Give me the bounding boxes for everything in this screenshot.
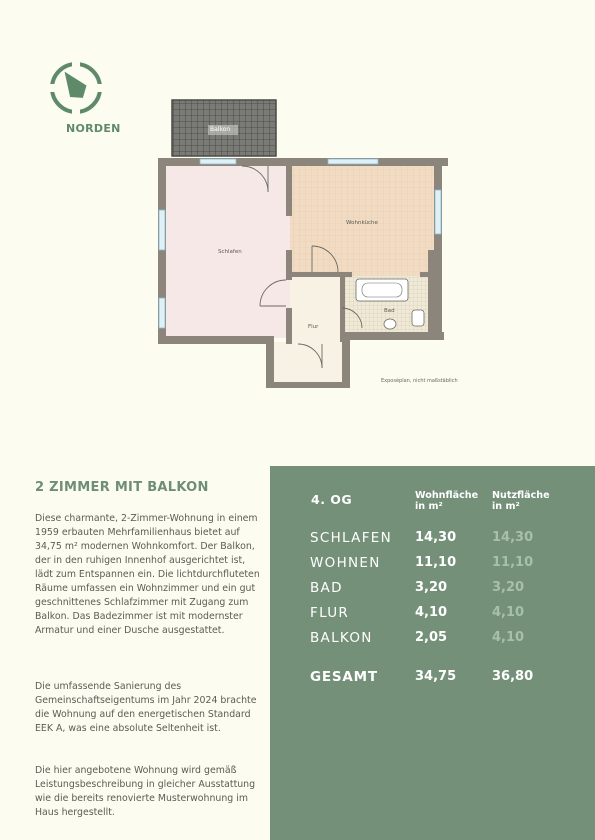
nutzflaeche-value: 3,20 — [492, 580, 525, 595]
room-name: FLUR — [310, 605, 350, 621]
wohnflaeche-value: 2,05 — [415, 630, 448, 645]
table-row — [270, 530, 595, 550]
column-header-nutzflaeche-line2: in m² — [492, 501, 520, 512]
room-label-schlafen: Schlafen — [218, 249, 242, 255]
column-header-nutzflaeche — [492, 490, 550, 512]
column-header-nutzflaeche-line1: Nutzfläche — [492, 490, 550, 501]
nutzflaeche-value: 4,10 — [492, 605, 525, 620]
room-name: BALKON — [310, 630, 373, 646]
plan-note: Exposéplan, nicht maßstäblich — [381, 378, 458, 384]
room-name: WOHNEN — [310, 555, 381, 571]
wohnflaeche-value: 4,10 — [415, 605, 448, 620]
nutzflaeche-value: 11,10 — [492, 555, 534, 570]
table-row — [270, 555, 595, 575]
room-label-bad: Bad — [384, 308, 395, 314]
wohnflaeche-value: 11,10 — [415, 555, 457, 570]
column-header-wohnflaeche — [415, 490, 478, 512]
floor-plan — [150, 98, 450, 390]
wohnflaeche-value: 14,30 — [415, 530, 457, 545]
page-title: 2 ZIMMER MIT BALKON — [35, 480, 209, 495]
total-row — [270, 669, 595, 689]
total-label: GESAMT — [310, 669, 378, 685]
room-name: BAD — [310, 580, 343, 596]
area-table-panel — [270, 466, 595, 840]
table-row — [270, 580, 595, 600]
total-nutzflaeche-value: 36,80 — [492, 669, 534, 684]
description-paragraph-2: Die umfassende Sanierung des Gemeinschaftseigentums im Jahr 2024 brachte die Wohnung auf den energetischen Standard EEK A, was eine absolute Seltenheit ist. — [35, 681, 257, 734]
room-name: SCHLAFEN — [310, 530, 393, 546]
compass-north-arrow-icon — [46, 58, 106, 118]
description-paragraph-3: Die hier angebotene Wohnung wird gemäß Leistungsbeschreibung in gleicher Ausstattung wie die bereits renovierte Musterwohnung im Haus hergestellt. — [35, 765, 256, 818]
description-paragraph-1: Diese charmante, 2-Zimmer-Wohnung in einem 1959 erbauten Mehrfamilienhaus bietet auf 34,75 m² modernen Wohnkomfort. Der Balkon, der in den ruhigen Innenhof ausgerichtet ist, lädt zum Entspannen ein. Die lichtdurchfluteten Räume umfassen ein Wohnzimmer und ein gut geschnittenes Schlafzimmer mit Zugang zum Balkon. Das Badezimmer ist mit modernster Armatur und einer Dusche ausgestattet. — [35, 513, 260, 636]
nutzflaeche-value: 14,30 — [492, 530, 534, 545]
column-header-wohnflaeche-line2: in m² — [415, 501, 443, 512]
floor-label: 4. OG — [311, 492, 353, 507]
room-label-balkon: Balkon — [210, 126, 231, 133]
table-row — [270, 605, 595, 625]
wohnflaeche-value: 3,20 — [415, 580, 448, 595]
room-label-wohnkueche: Wohnküche — [346, 220, 378, 226]
total-wohnflaeche-value: 34,75 — [415, 669, 457, 684]
compass-label: NORDEN — [66, 122, 121, 135]
column-header-wohnflaeche-line1: Wohnfläche — [415, 490, 479, 501]
table-row — [270, 630, 595, 650]
room-label-flur: Flur — [308, 324, 319, 330]
nutzflaeche-value: 4,10 — [492, 630, 525, 645]
